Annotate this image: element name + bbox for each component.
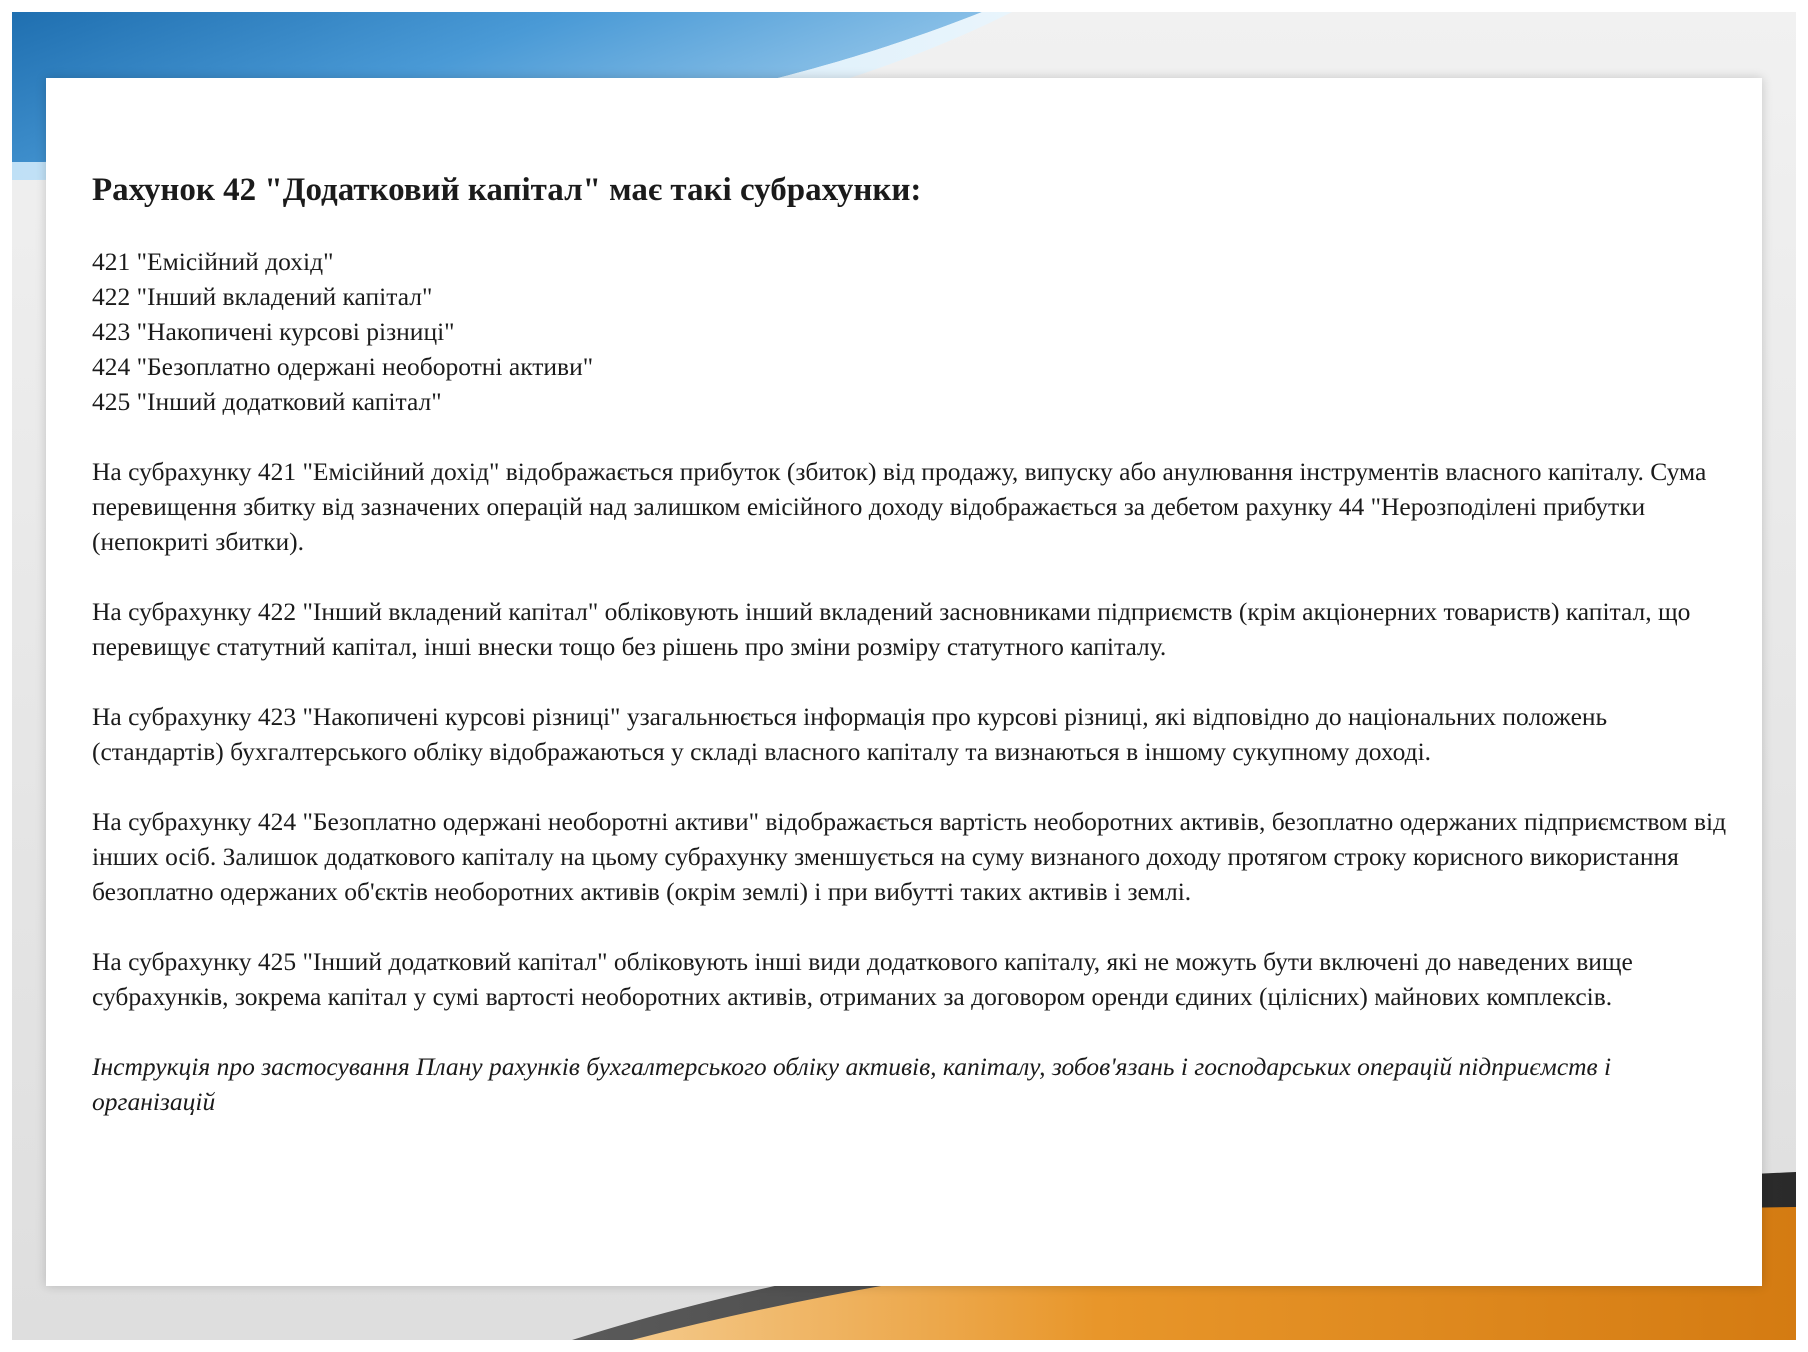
- source-citation: Інструкція про застосування Плану рахунків бухгалтерського обліку активів, капіталу, зобов'язань і господарських операцій підприємств і організацій: [92, 1052, 1612, 1116]
- paragraph-423: На субрахунку 423 "Накопичені курсові різниці" узагальнюється інформація про курсові різниці, які відповідно до національних положень (стандартів) бухгалтерського обліку відображаються у складі власного капіталу та визнаються в іншому сукупному доході.: [92, 702, 1608, 766]
- document-body: [92, 170, 1732, 1119]
- paragraph-425: На субрахунку 425 "Інший додатковий капітал" обліковують інші види додаткового капіталу, які не можуть бути включені до наведених вище субрахунків, зокрема капітал у сумі вартості необоротних активів, отриманих за договором оренди єдиних (цілісних) майнових комплексів.: [92, 947, 1633, 1011]
- subaccount-item: 423 "Накопичені курсові різниці": [92, 317, 455, 346]
- subaccount-item: 425 "Інший додатковий капітал": [92, 387, 442, 416]
- paragraph-422: На субрахунку 422 "Інший вкладений капітал" обліковують інший вкладений засновниками підприємств (крім акціонерних товариств) капітал, що перевищує статутний капітал, інші внески тощо без рішень про зміни розміру статутного капіталу.: [92, 597, 1691, 661]
- document-title: Рахунок 42 "Додатковий капітал" має такі субрахунки:: [92, 172, 922, 208]
- subaccount-list: [92, 244, 1732, 419]
- paragraph-421: На субрахунку 421 "Емісійний дохід" відображається прибуток (збиток) від продажу, випуску або анулювання інструментів власного капіталу. Сума перевищення збитку від зазначених операцій над залишком емісійного доходу відображається за дебетом рахунку 44 "Нерозподілені прибутки (непокриті збитки).: [92, 457, 1707, 556]
- subaccount-item: 421 "Емісійний дохід": [92, 247, 334, 276]
- subaccount-item: 424 "Безоплатно одержані необоротні активи": [92, 352, 594, 381]
- paragraph-424: На субрахунку 424 "Безоплатно одержані необоротні активи" відображається вартість необоротних активів, безоплатно одержаних підприємством від інших осіб. Залишок додаткового капіталу на цьому субрахунку зменшується на суму визнаного доходу протягом строку корисного використання безоплатно одержаних об'єктів необоротних активів (окрім землі) і при вибутті таких активів і землі.: [92, 807, 1727, 906]
- subaccount-item: 422 "Інший вкладений капітал": [92, 282, 433, 311]
